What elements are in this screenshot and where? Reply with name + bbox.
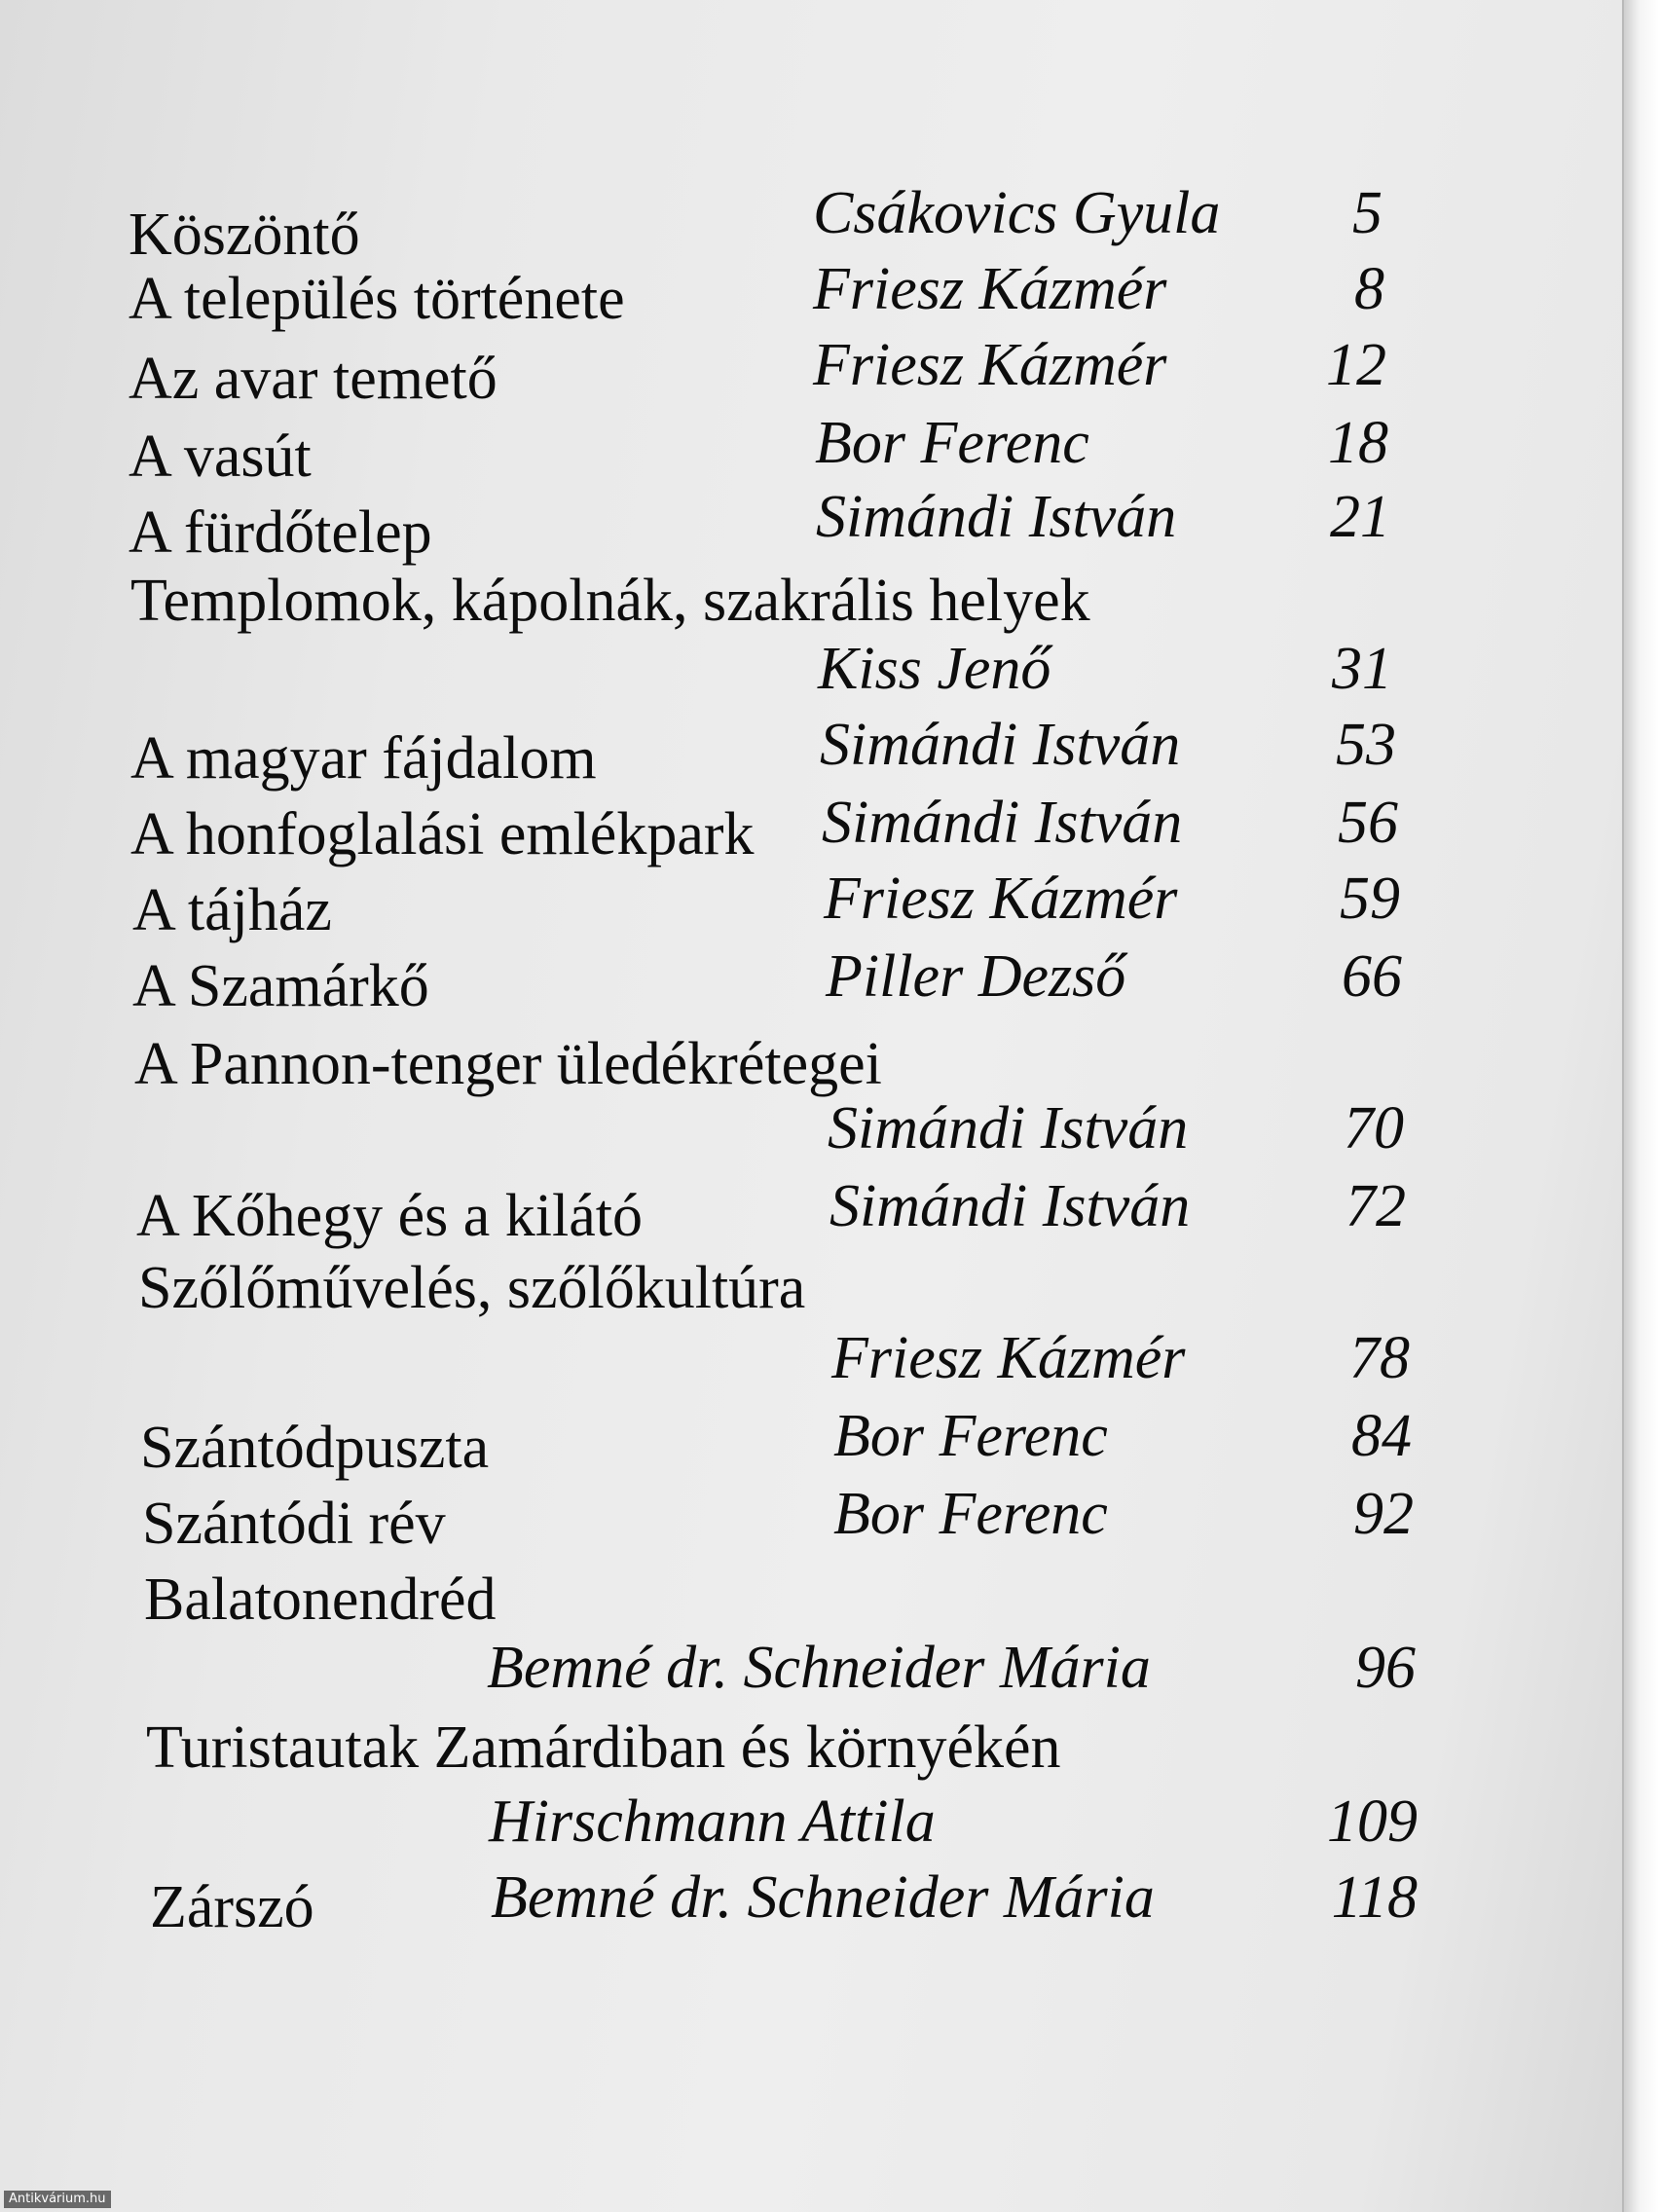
toc-page-number: 118	[1331, 1864, 1418, 1931]
toc-author: Csákovics Gyula	[813, 180, 1221, 246]
toc-page-number: 70	[1344, 1095, 1404, 1161]
toc-author: Piller Dezső	[826, 943, 1126, 1010]
toc-title: A Pannon-tenger üledékrétegei	[134, 1031, 882, 1097]
toc-title: Templomok, kápolnák, szakrális helyek	[130, 568, 1090, 634]
toc-author: Friesz Kázmér	[831, 1325, 1186, 1391]
toc-page-number: 12	[1326, 332, 1386, 398]
toc-author: Bemné dr. Schneider Mária	[491, 1864, 1155, 1931]
toc-page-number: 109	[1327, 1788, 1418, 1855]
toc-author: Simándi István	[822, 790, 1183, 856]
toc-page-number: 18	[1328, 410, 1388, 476]
toc-page-number: 59	[1340, 866, 1400, 932]
toc-author: Bor Ferenc	[833, 1481, 1108, 1547]
toc-page-number: 21	[1330, 484, 1390, 550]
toc-title: Zárszó	[150, 1874, 314, 1940]
toc-author: Simándi István	[820, 712, 1181, 778]
toc-title: A Szamárkő	[132, 953, 429, 1019]
toc-author: Simándi István	[816, 484, 1177, 550]
toc-page-number: 96	[1355, 1635, 1416, 1701]
toc-title: Balatonendréd	[144, 1567, 497, 1633]
toc-page-number: 5	[1352, 180, 1382, 246]
toc-author: Bor Ferenc	[815, 410, 1089, 476]
toc-page-number: 84	[1351, 1403, 1412, 1469]
toc-title: A vasút	[129, 424, 312, 490]
toc-author: Friesz Kázmér	[813, 332, 1167, 398]
toc-author: Bemné dr. Schneider Mária	[487, 1635, 1151, 1701]
toc-page-number: 56	[1338, 790, 1398, 856]
toc-title: Szőlőművelés, szőlőkultúra	[138, 1255, 806, 1321]
toc-author: Friesz Kázmér	[824, 866, 1178, 932]
toc-title: A Kőhegy és a kilátó	[136, 1183, 644, 1249]
toc-title: Turistautak Zamárdiban és környékén	[146, 1714, 1061, 1781]
toc-title: A magyar fájdalom	[130, 725, 597, 792]
toc-page-number: 78	[1349, 1325, 1410, 1391]
toc-page-number: 66	[1342, 943, 1402, 1010]
watermark: Antikvárium.hu	[4, 2191, 111, 2208]
toc-title: Szántódpuszta	[140, 1415, 490, 1481]
toc-page-number: 53	[1336, 712, 1396, 778]
toc-title: Szántódi rév	[142, 1491, 446, 1557]
toc-title: Az avar temető	[129, 346, 498, 412]
toc-title: A tájház	[132, 877, 332, 943]
toc-author: Bor Ferenc	[833, 1403, 1108, 1469]
toc-page-number: 8	[1354, 256, 1384, 322]
toc-author: Kiss Jenő	[818, 636, 1051, 702]
toc-author: Hirschmann Attila	[489, 1788, 936, 1855]
toc-page-number: 92	[1353, 1481, 1414, 1547]
toc-author: Simándi István	[828, 1095, 1189, 1161]
toc-title: A honfoglalási emlékpark	[130, 801, 755, 867]
toc-title: A fürdőtelep	[129, 499, 432, 566]
toc-author: Simándi István	[830, 1173, 1191, 1239]
toc-title: Köszöntő	[129, 202, 360, 268]
toc-page-number: 31	[1332, 636, 1392, 702]
toc-author: Friesz Kázmér	[813, 256, 1167, 322]
toc-title: A település története	[129, 266, 625, 332]
toc-page-number: 72	[1346, 1173, 1406, 1239]
